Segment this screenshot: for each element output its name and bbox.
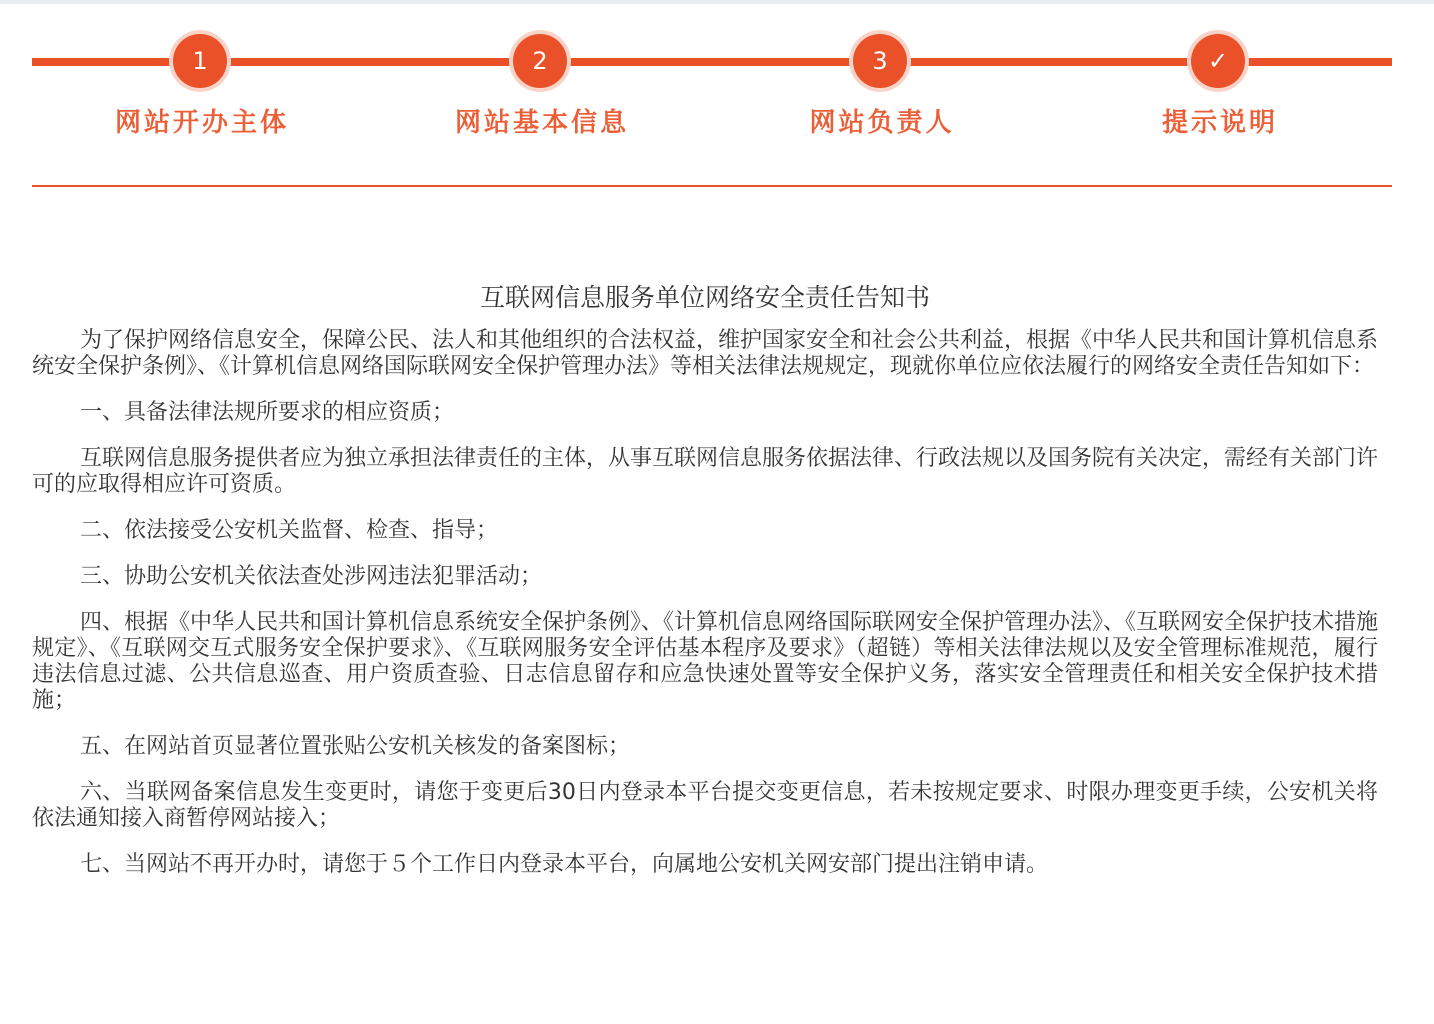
step-2-number: 2 [513, 34, 567, 88]
section-divider [32, 185, 1392, 187]
document-clause-7: 七、当网站不再开办时，请您于５个工作日内登录本平台，向属地公安机关网安部门提出注销申请。 [80, 852, 1049, 877]
step-4 [1100, 28, 1340, 148]
document-clause-2: 二、依法接受公安机关监督、检查、指导； [80, 518, 499, 543]
step-4-label: 提示说明 [1161, 108, 1278, 138]
step-2 [422, 28, 662, 148]
document-clause-4: 四、根据《中华人民共和国计算机信息系统安全保护条例》、《计算机信息网络国际联网安全保护管理办法》、《互联网安全保护技术措施规定》、《互联网交互式服务安全保护要求》、《互联网服务安全评估基本程序及要求》（超链）等相关法律法规以及安全管理标准规范，履行违法信息过滤、公共信息巡查、用户资质查验、日志信息留存和应急快速处置等安全保护义务，落实安全管理责任和相关安全保护技术措施； [32, 610, 1379, 713]
step-3-number: 3 [853, 34, 907, 88]
document-intro: 为了保护网络信息安全，保障公民、法人和其他组织的合法权益，维护国家安全和社会公共利益，根据《中华人民共和国计算机信息系统安全保护条例》、《计算机信息网络国际联网安全保护管理办法》等相关法律法规规定，现就你单位应依法履行的网络安全责任告知如下： [32, 328, 1379, 379]
notice-document [32, 280, 1378, 898]
top-bar [0, 0, 1434, 4]
step-1-number: 1 [173, 34, 227, 88]
step-progress [32, 28, 1392, 148]
step-1 [82, 28, 322, 148]
step-1-label: 网站开办主体 [114, 108, 289, 138]
document-title: 互联网信息服务单位网络安全责任告知书 [479, 283, 930, 312]
step-3-label: 网站负责人 [809, 108, 955, 138]
document-clause-1-detail: 互联网信息服务提供者应为独立承担法律责任的主体，从事互联网信息服务依据法律、行政法规以及国务院有关决定，需经有关部门许可的应取得相应许可资质。 [32, 446, 1379, 497]
step-2-label: 网站基本信息 [454, 108, 629, 138]
step-3 [762, 28, 1002, 148]
document-clause-5: 五、在网站首页显著位置张贴公安机关核发的备案图标； [80, 734, 631, 759]
document-clause-3: 三、协助公安机关依法查处涉网违法犯罪活动； [80, 564, 543, 589]
document-clause-6: 六、当联网备案信息发生变更时，请您于变更后30日内登录本平台提交变更信息，若未按规定要求、时限办理变更手续，公安机关将依法通知接入商暂停网站接入； [32, 780, 1378, 831]
document-clause-1: 一、具备法律法规所要求的相应资质； [80, 400, 455, 425]
checkmark-icon: ✓ [1191, 34, 1245, 88]
